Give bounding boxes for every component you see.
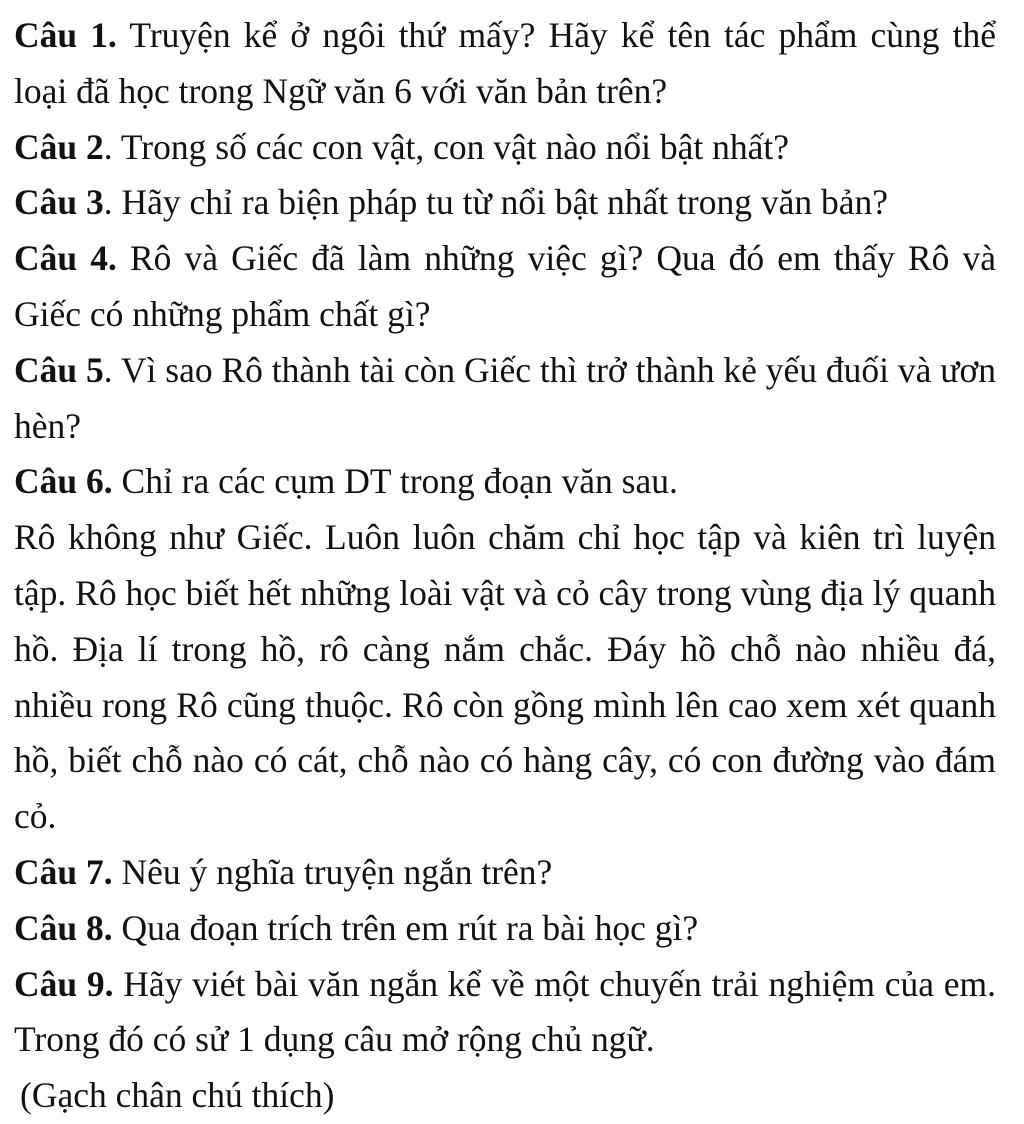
- question-text: Qua đoạn trích trên em rút ra bài học gì?: [112, 907, 699, 948]
- question-label: Câu 9.: [14, 963, 114, 1004]
- question-1: [14, 8, 996, 120]
- question-text: . Trong số các con vật, con vật nào nổi bật nhất?: [103, 126, 789, 167]
- question-text: . Hãy chỉ ra biện pháp tu từ nổi bật nhất trong văn bản?: [103, 182, 889, 223]
- question-label: Câu 8.: [14, 907, 113, 948]
- question-4: [14, 231, 996, 343]
- question-label: Câu 4.: [14, 238, 117, 279]
- question-8: [14, 901, 996, 957]
- passage-text: Rô không như Giếc. Luôn luôn chăm chỉ học tập và kiên trì luyện tập. Rô học biết hết những loài vật và cỏ cây trong vùng địa lý quanh hồ. Địa lí trong hồ, rô càng nắm chắc. Đáy hồ chỗ nào nhiều đá, nhiều rong Rô cũng thuộc. Rô còn gồng mình lên cao xem xét quanh hồ, biết chỗ nào có cát, chỗ nào có hàng cây, có con đường vào đám cỏ.: [14, 517, 996, 837]
- question-label: Câu 3: [14, 182, 104, 223]
- question-7: [14, 845, 996, 901]
- question-label: Câu 6.: [14, 461, 113, 502]
- question-text: Truyện kể ở ngôi thứ mấy? Hãy kể tên tác phẩm cùng thể loại đã học trong Ngữ văn 6 với văn bản trên?: [14, 15, 996, 111]
- question-text: . Vì sao Rô thành tài còn Giếc thì trở thành kẻ yếu đuối và ươn hèn?: [14, 349, 996, 446]
- question-text: Nêu ý nghĩa truyện ngắn trên?: [112, 851, 553, 892]
- footnote-instruction: (Gạch chân chú thích): [20, 1075, 335, 1116]
- question-text: Chỉ ra các cụm DT trong đoạn văn sau.: [112, 461, 678, 502]
- question-text: Hãy viét bài văn ngắn kể về một chuyến trải nghiệm của em. Trong đó có sử 1 dụng câu mở rộng chủ ngữ.: [14, 963, 996, 1060]
- question-2: [14, 120, 996, 176]
- question-label: Câu 7.: [14, 851, 113, 892]
- question-label: Câu 2: [14, 126, 104, 167]
- question-3: [14, 175, 996, 231]
- document-page: [14, 8, 996, 1124]
- question-5: [14, 343, 996, 455]
- question-9: [14, 957, 996, 1069]
- question-6: [14, 454, 996, 510]
- question-text: Rô và Giếc đã làm những việc gì? Qua đó em thấy Rô và Giếc có những phẩm chất gì?: [14, 238, 996, 334]
- question-label: Câu 5: [14, 349, 104, 390]
- question-label: Câu 1.: [14, 15, 117, 55]
